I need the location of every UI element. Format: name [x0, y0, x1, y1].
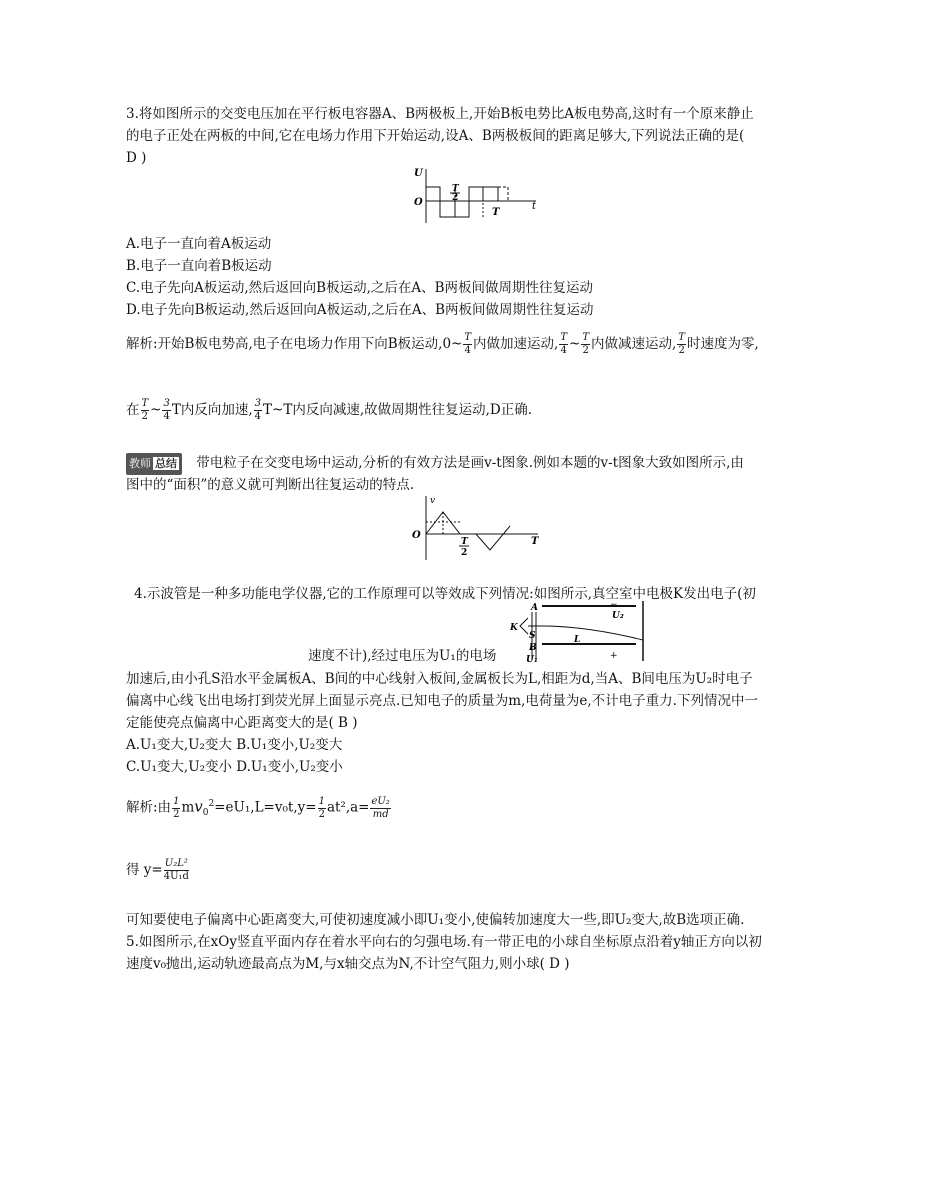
- fig-o-label: O: [414, 197, 423, 208]
- q5-line1: 5.如图所示,在xOy竖直平面内存在着水平向右的匀强电场.有一带正电的小球自坐标原点沿着y轴正方向以初: [126, 934, 762, 950]
- q3-line2: 的电子正处在两板的中间,它在电场力作用下开始运动,设A、B两极板间的距离足够大,下列说法正确的是(: [126, 128, 745, 144]
- teacher-summary-badge: 教师 总结: [126, 453, 182, 475]
- q4-solution: 解析:由 $\frac{1}{2}$ $mv_0^2=eU_1,L=v_0t,y=$ $\frac{1}{2}$ at²,a= $\frac{\text{eU₂}}{md}$: [126, 795, 390, 820]
- fig-u1-label: U₁: [526, 655, 538, 665]
- fig-a-label: A: [531, 603, 538, 613]
- q4-conclusion: 可知要使电子偏离中心距离变大,可使初速度减小即U₁变小,使偏转加速度大一些,即U₂变大,故B选项正确.: [126, 912, 745, 928]
- fig-u-label: U: [414, 168, 423, 179]
- q4-line5: 定能使亮点偏离中心距离变大的是( B ): [126, 715, 358, 731]
- fig-t-num: T: [461, 537, 468, 547]
- q5-line2: 速度v₀抛出,运动轨迹最高点为M,与x轴交点为N,不计空气阻力,则小球( D ): [126, 956, 570, 972]
- summary-vt-figure: [408, 494, 543, 562]
- q4-line3: 加速后,由小孔S沿水平金属板A、B间的中心线射入板间,金属板长为L,相距为d,当A、B间电压为U₂时电子: [126, 671, 753, 687]
- summary-line1: 教师 总结 带电粒子在交变电场中运动,分析的有效方法是画v-t图象.例如本题的v-t图象大致如图所示,由: [126, 453, 744, 475]
- q3-solution-line2: 在 $\frac{T}{2}$ ~ $\frac{3}{4}$ T内反向加速, $\frac{3}{4}$ T~T内反向减速,故做周期性往复运动,D正确.: [126, 398, 533, 422]
- fig-o-label: O: [412, 530, 421, 541]
- fig-u2-label: U₂: [612, 611, 624, 621]
- fig-v-label: v: [430, 496, 436, 506]
- q4-line1: 4.示波管是一种多功能电学仪器,它的工作原理可以等效成下列情况:如图所示,真空室中电极K发出电子(初: [134, 586, 756, 602]
- q4-result: 得 y= $\frac{\text{U₂L²}}{\text{4U₁d}}$: [126, 858, 189, 882]
- fig-s-label: S: [529, 631, 536, 641]
- fig-t-axis: t: [532, 201, 537, 212]
- fig-t-den: 2: [461, 548, 468, 558]
- q3-option-d: D.电子先向B板运动,然后返回向A板运动,之后在A、B两板间做周期性往复运动: [126, 302, 594, 318]
- fig-t-axis: T: [531, 536, 539, 547]
- summary-line2: 图中的“面积”的意义就可判断出往复运动的特点.: [126, 477, 415, 493]
- q4-options-ab: A.U₁变大,U₂变大 B.U₁变小,U₂变大: [126, 737, 343, 753]
- q3-option-b: B.电子一直向着B板运动: [126, 258, 272, 274]
- fig-t-full: T: [492, 207, 500, 218]
- q4-options-cd: C.U₁变大,U₂变小 D.U₁变小,U₂变小: [126, 759, 343, 775]
- q3-solution-line1: 解析:开始B板电势高,电子在电场力作用下向B板运动,0~ $\frac{T}{4}$ 内做加速运动, $\frac{T}{4}$ ~ $\frac{T}{2}$ 内做减速运动, $\frac{T}{2}$ 时速度为零,: [126, 332, 759, 356]
- fig-t-half-den: 2: [452, 193, 459, 203]
- q3-line1: 3.将如图所示的交变电压加在平行板电容器A、B两极板上,开始B板电势比A板电势高,这时有一个原来静止: [126, 106, 754, 122]
- fig-b-label: B: [529, 643, 537, 653]
- q4-line4: 偏离中心线飞出电场打到荧光屏上面显示亮点.已知电子的质量为m,电荷量为e,不计电子重力.下列情况中一: [126, 693, 758, 709]
- q3-answer: D ): [126, 150, 147, 166]
- q3-voltage-figure: [408, 165, 543, 225]
- fig-plus: +: [610, 651, 618, 661]
- q4-oscilloscope-figure: [506, 598, 654, 666]
- q4-line2: 速度不计),经过电压为U₁的电场: [308, 648, 497, 664]
- fig-t-half-num: T: [452, 184, 459, 194]
- fig-minus: −: [610, 600, 618, 610]
- q3-option-c: C.电子先向A板运动,然后返回向B板运动,之后在A、B两板间做周期性往复运动: [126, 280, 594, 296]
- q3-option-a: A.电子一直向着A板运动: [126, 236, 272, 252]
- fig-l-label: L: [574, 635, 581, 645]
- fig-k-label: K: [510, 623, 518, 633]
